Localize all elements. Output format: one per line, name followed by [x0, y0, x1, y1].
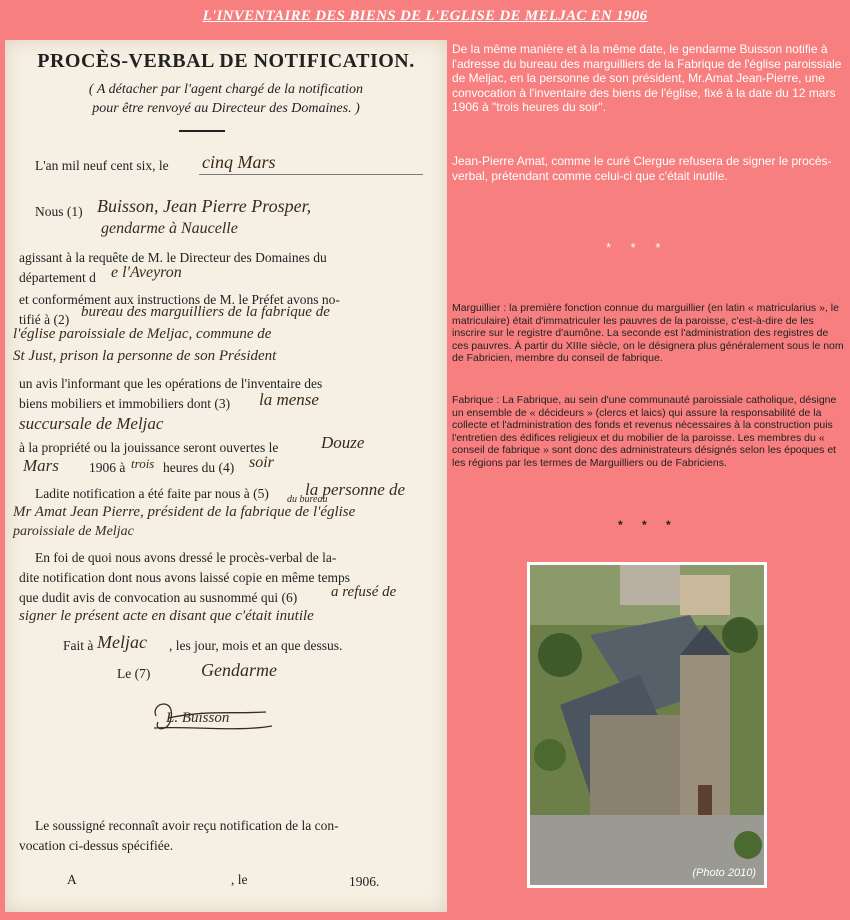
hw-gendarme: gendarme à Naucelle	[101, 220, 238, 237]
document-title: PROCÈS-VERBAL DE NOTIFICATION.	[37, 50, 415, 72]
doc-line-departement: département d	[19, 270, 96, 285]
hw-amat: Mr Amat Jean Pierre, président de la fabrique de l'église	[13, 504, 356, 520]
doc-line-le: Le (7)	[117, 666, 151, 681]
hw-gendarme-title: Gendarme	[201, 660, 277, 680]
hw-mense: la mense	[259, 390, 319, 409]
doc-line-propriete: à la propriété ou la jouissance seront ouvertes le	[19, 440, 279, 455]
document-subtitle-line-1: ( A détacher par l'agent chargé de la notification	[88, 82, 364, 97]
signature-text: L. Buisson	[166, 710, 230, 726]
doc-line-ladite: Ladite notification a été faite par nous à (5)	[35, 486, 269, 501]
hw-succursale: succursale de Meljac	[19, 414, 164, 433]
separator-stars-1: * * *	[606, 240, 669, 255]
hw-aveyron: e l'Aveyron	[111, 264, 182, 281]
doc-line-le-date: , le	[231, 872, 248, 887]
doc-line-prefet: et conformément aux instructions de M. le Préfet avons no-	[19, 292, 340, 307]
doc-line-convocation: que dudit avis de convocation au susnommé qui (6)	[19, 590, 298, 605]
doc-line-dite: dite notification dont nous avons laissé copie en même temps	[19, 570, 351, 585]
doc-line-1906: 1906 à	[89, 460, 126, 475]
hw-name: Buisson, Jean Pierre Prosper,	[97, 196, 312, 216]
date-underline	[199, 174, 423, 175]
hw-saint-just: St Just, prison la personne de son Président	[13, 348, 277, 364]
hw-meljac: Meljac	[97, 632, 147, 652]
doc-line-specifiee: vocation ci-dessus spécifiée.	[19, 838, 174, 853]
doc-line-avis: un avis l'informant que les opérations de l'inventaire des	[19, 376, 323, 391]
doc-line-a: A	[67, 872, 77, 887]
doc-line-jour: , les jour, mois et an que dessus.	[169, 638, 343, 653]
hw-paroissiale: paroissiale de Meljac	[13, 524, 134, 539]
doc-line-heures: heures du (4)	[163, 460, 235, 475]
doc-line-biens: biens mobiliers et immobiliers dont (3)	[19, 396, 231, 411]
hw-douze: Douze	[321, 433, 365, 452]
church-photo	[527, 562, 767, 888]
hw-refuse: a refusé de	[331, 584, 397, 600]
doc-line-nous: Nous (1)	[35, 204, 83, 219]
doc-line-date: L'an mil neuf cent six, le	[35, 158, 169, 173]
doc-line-fait: Fait à	[63, 638, 94, 653]
title-rule	[179, 130, 225, 132]
proces-verbal-document	[5, 40, 447, 912]
note-marguillier: Marguillier : la première fonction connue du marguillier (en latin « matricularius », le matriculaire) était d'immatriculer les pauvres de la paroisse, c'est-à-dire de les inscrire sur le registre d'aumône. La seconde est l'administration des registres de ces pauvres. À partir du XIIIe siècle, on le désignera plus généralement sous le nom de Fabricien, membre du conseil de fabrique.	[452, 302, 844, 364]
photo-credit: (Photo 2010)	[692, 867, 756, 879]
separator-stars-2: * * *	[618, 518, 679, 532]
hw-signer: signer le présent acte en disant que c'était inutile	[19, 608, 314, 624]
hw-mars: Mars	[23, 456, 59, 475]
note-fabrique: Fabrique : La Fabrique, au sein d'une communauté paroissiale catholique, désigne un ensemble de « décideurs » (clercs et laics) qui assure la responsabilité de la collecte et l'administration des fonds et revenus nécessaires à la construction puis l'entretien des édifices religieux et du mobilier de la paroisse. Les membres du « conseil de fabrique » sont donc des administrateurs désignés selon les époques et les régions par les termes de Marguilliers ou de Fabriciens.	[452, 394, 837, 469]
hw-trois: trois	[131, 456, 155, 471]
church-illustration	[530, 565, 764, 885]
doc-line-notifie: tifié à (2)	[19, 312, 70, 327]
commentary-paragraph-1: De la même manière et à la même date, le gendarme Buisson notifie à l'adresse du bureau des marguilliers de la Fabrique de l'église paroissiale de Meljac, en la personne de son président, Mr.Amat Jean-Pierre, une convocation à l'inventaire des biens de l'église, fixé à la date du 12 mars 1906 à "trois heures du soir".	[452, 42, 842, 114]
document-subtitle-line-2: pour être renvoyé au Directeur des Domaines. )	[92, 101, 360, 116]
commentary-paragraph-2: Jean-Pierre Amat, comme le curé Clergue refusera de signer le procès-verbal, prétendant comme celui-ci que c'était inutile.	[452, 154, 832, 183]
page-title: L'INVENTAIRE DES BIENS DE L'EGLISE DE MELJAC EN 1906	[202, 8, 648, 24]
hw-bureau: bureau des marguilliers de la fabrique de	[81, 304, 330, 320]
hw-soir: soir	[249, 454, 274, 471]
hw-eglise: l'église paroissiale de Meljac, commune de	[13, 326, 272, 342]
doc-line-requete: agissant à la requête de M. le Directeur des Domaines du	[19, 250, 327, 265]
doc-line-year: 1906.	[349, 874, 380, 889]
doc-line-foi: En foi de quoi nous avons dressé le procès-verbal de la-	[35, 550, 337, 565]
document-subtitle	[5, 80, 447, 118]
signature-icon	[148, 692, 278, 736]
hw-du-bureau: du bureau	[287, 494, 328, 505]
doc-line-soussigne: Le soussigné reconnaît avoir reçu notification de la con-	[35, 818, 339, 833]
hw-personne: la personne de	[305, 480, 406, 499]
hw-date: cinq Mars	[202, 152, 276, 172]
